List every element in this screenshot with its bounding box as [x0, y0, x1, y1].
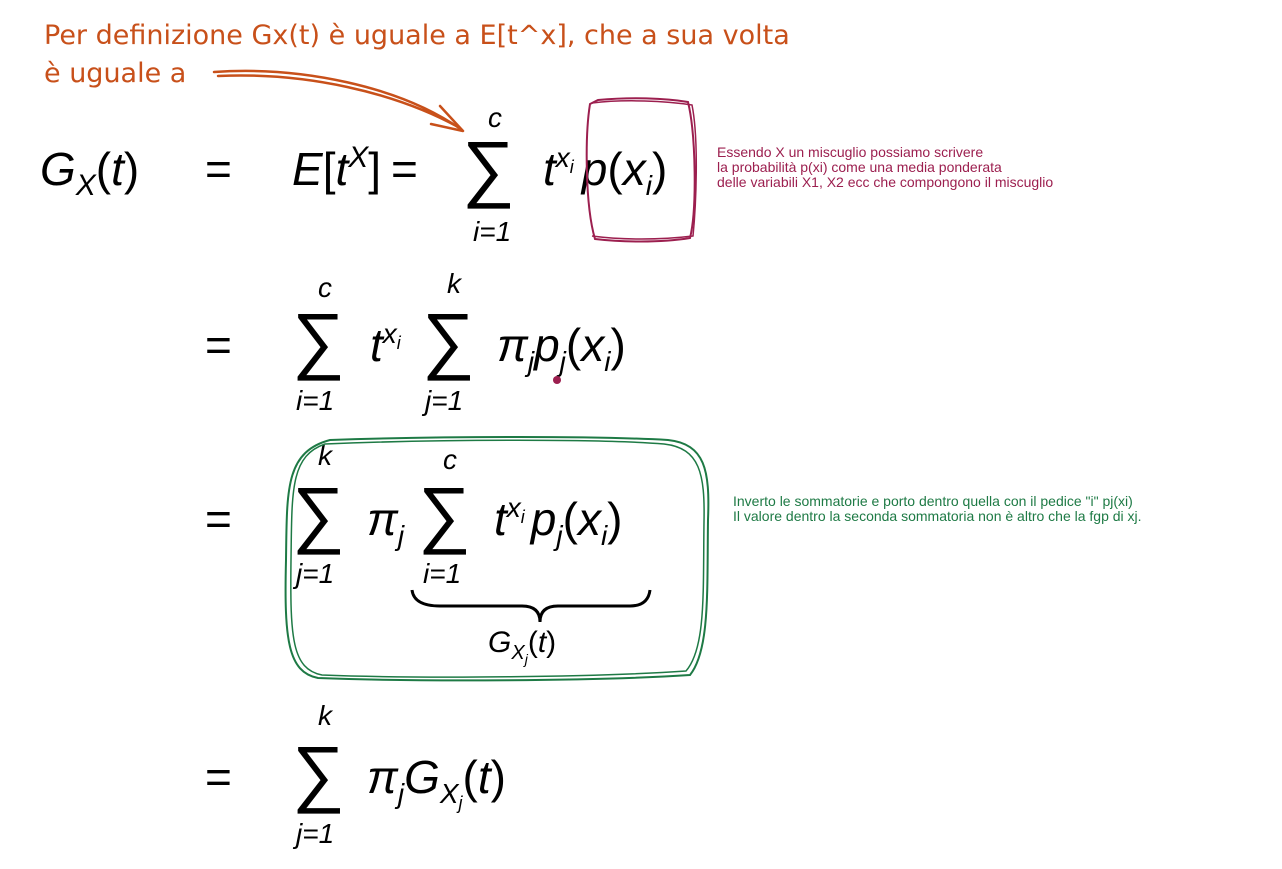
symbol-G: G — [40, 143, 76, 195]
symbol-x: x — [581, 319, 605, 371]
paren-close: ) — [490, 751, 506, 803]
subscript-j: j — [559, 346, 566, 377]
magenta-box-icon — [592, 101, 696, 239]
superscript-i: i — [396, 333, 401, 353]
symbol-t: t — [370, 319, 383, 371]
subscript-j: j — [397, 520, 405, 551]
bracket-open: [ — [322, 143, 336, 195]
bracket-close: ] — [368, 143, 382, 195]
sum3-lower: j=1 — [425, 385, 464, 416]
sum2-lower: i=1 — [296, 385, 335, 416]
sum5-upper: c — [443, 444, 457, 475]
sum5-lower: i=1 — [423, 558, 462, 589]
orange-arrow-icon — [214, 71, 462, 130]
symbol-x: x — [577, 493, 601, 545]
subscript-X: X — [511, 642, 525, 664]
equals-row4: = — [205, 751, 232, 803]
symbol-t: t — [543, 143, 556, 195]
symbol-pi: π — [497, 319, 528, 371]
paren-open: ( — [562, 493, 578, 545]
sum2-sigma: ∑ — [292, 298, 345, 381]
sum3-upper: k — [447, 268, 461, 299]
subscript-X: X — [439, 778, 459, 809]
sum1-lower: i=1 — [473, 216, 512, 247]
superscript-X: X — [348, 141, 369, 174]
symbol-t: t — [477, 751, 491, 803]
note-mixture-line: delle variabili X1, X2 ecc che compongono il miscuglio — [717, 174, 1054, 190]
paren-close: ) — [546, 626, 557, 659]
magenta-box-icon — [587, 98, 695, 241]
annotation-definition-line2: è uguale a — [44, 58, 187, 89]
green-box-icon — [291, 440, 704, 677]
subscript-i: i — [645, 170, 652, 201]
sum2-upper: c — [318, 272, 332, 303]
sum6-upper: k — [318, 700, 332, 731]
sum4-sigma: ∑ — [292, 472, 345, 555]
symbol-t: t — [335, 143, 349, 195]
subscript-j: j — [397, 778, 405, 809]
subscript-i: i — [604, 346, 611, 377]
sum1-upper: c — [488, 102, 502, 133]
sum6-sigma: ∑ — [292, 731, 345, 814]
note-swap-line: Inverto le sommatorie e porto dentro quella con il pedice "i" pj(xi) — [733, 493, 1133, 509]
paren-open: ( — [462, 751, 478, 803]
symbol-x: x — [622, 143, 646, 195]
symbol-p: p — [581, 143, 608, 195]
annotation-definition-line1: Per definizione Gx(t) è uguale a E[t^x], che a sua volta — [44, 20, 790, 51]
symbol-E: E — [292, 143, 323, 195]
sum4-lower: j=1 — [296, 558, 335, 589]
symbol-pi: π — [367, 493, 398, 545]
superscript-i: i — [520, 507, 525, 527]
equals-inline: = — [391, 143, 418, 195]
sum1-sigma: ∑ — [462, 126, 515, 209]
symbol-G: G — [488, 626, 512, 659]
paren-close: ) — [607, 493, 623, 545]
paren-close: ) — [651, 143, 668, 195]
symbol-t: t — [111, 143, 124, 195]
subscript-i: i — [600, 520, 608, 551]
note-mixture-line: la probabilità p(xi) come una media ponderata — [717, 159, 1002, 175]
paren-open: ( — [527, 626, 538, 659]
symbol-pi: π — [367, 751, 398, 803]
paren-open: ( — [95, 143, 112, 195]
subscript-j: j — [458, 793, 463, 813]
paren-open: ( — [565, 319, 582, 371]
symbol-p: p — [534, 319, 560, 371]
symbol-G: G — [404, 751, 440, 803]
subscript-j: j — [556, 520, 563, 551]
superscript-x: x — [382, 318, 397, 349]
paren-close: ) — [610, 319, 626, 371]
superscript-i: i — [569, 157, 574, 177]
note-mixture-line: Essendo X un miscuglio possiamo scrivere — [717, 144, 984, 160]
subscript-j: j — [527, 346, 535, 377]
symbol-t: t — [494, 493, 507, 545]
orange-arrowhead-icon — [431, 106, 463, 131]
sum6-lower: j=1 — [296, 818, 335, 849]
symbol-p: p — [530, 493, 557, 545]
superscript-x: x — [506, 492, 521, 523]
magenta-dot-icon — [553, 376, 561, 384]
equals-row3: = — [205, 493, 232, 545]
superscript-x: x — [555, 142, 570, 173]
paren-close: ) — [123, 143, 140, 195]
equals-row2: = — [205, 319, 232, 371]
sum4-upper: k — [318, 440, 332, 471]
subscript-j: j — [524, 651, 528, 667]
paren-open: ( — [607, 143, 623, 195]
symbol-t: t — [537, 626, 547, 659]
sum5-sigma: ∑ — [418, 472, 471, 555]
equals-row1: = — [205, 143, 232, 195]
underbrace-icon — [412, 590, 650, 622]
green-box-icon — [286, 437, 709, 680]
note-swap-line: Il valore dentro la seconda sommatoria non è altro che la fgp di xj. — [733, 508, 1142, 524]
sum3-sigma: ∑ — [422, 298, 475, 381]
subscript-X: X — [75, 169, 96, 202]
